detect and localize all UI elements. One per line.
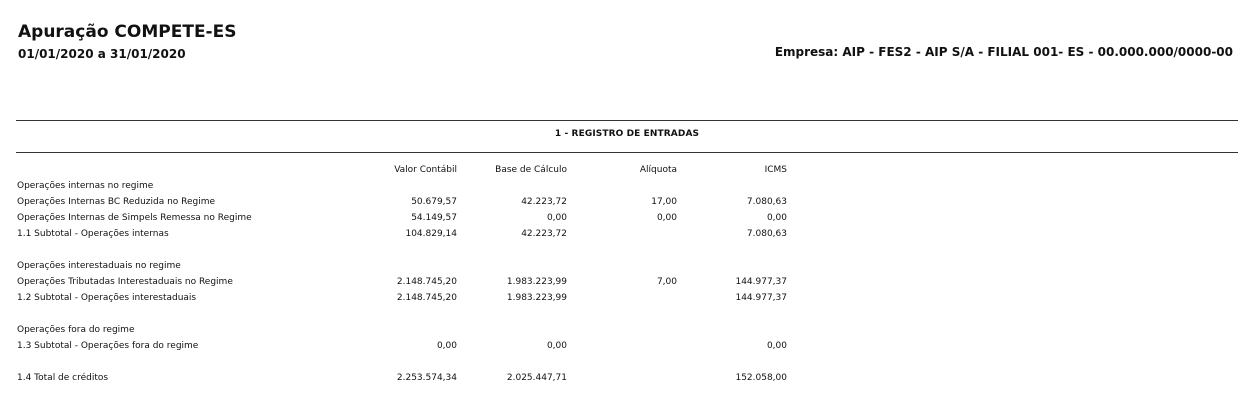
section-bottom-divider: [16, 152, 1238, 153]
row-label: 1.2 Subtotal - Operações interestaduais: [17, 293, 197, 303]
column-header-base-calculo: Base de Cálculo: [495, 165, 567, 175]
base-calculo-cell: 42.223,72: [521, 229, 567, 239]
company-info: Empresa: AIP - FES2 - AIP S/A - FILIAL 001- ES - 00.000.000/0000-00: [774, 45, 1233, 59]
icms-cell: 7.080,63: [746, 229, 787, 239]
row-label: 1.3 Subtotal - Operações fora do regime: [17, 341, 199, 351]
row-label: Operações internas no regime: [17, 181, 154, 191]
base-calculo-cell: 1.983.223,99: [506, 293, 567, 303]
report-title: Apuração COMPETE-ES: [18, 22, 237, 42]
row-label: Operações interestaduais no regime: [17, 261, 181, 271]
row-label: 1.4 Total de créditos: [17, 373, 109, 383]
row-label: Operações Tributadas Interestaduais no Regime: [17, 277, 233, 287]
row-label: Operações Internas de Simpels Remessa no Regime: [17, 213, 252, 223]
icms-cell: 0,00: [766, 213, 787, 223]
icms-cell: 144.977,37: [735, 293, 787, 303]
icms-cell: 144.977,37: [735, 277, 787, 287]
icms-cell: 152.058,00: [735, 373, 787, 383]
valor-contabil-cell: 0,00: [436, 341, 457, 351]
valor-contabil-cell: 2.148.745,20: [396, 293, 457, 303]
icms-cell: 7.080,63: [746, 197, 787, 207]
base-calculo-cell: 0,00: [546, 213, 567, 223]
row-label: 1.1 Subtotal - Operações internas: [17, 229, 169, 239]
section-top-divider: [16, 120, 1238, 121]
row-label: Operações Internas BC Reduzida no Regime: [17, 197, 216, 207]
valor-contabil-cell: 104.829,14: [405, 229, 457, 239]
aliquota-cell: 7,00: [656, 277, 677, 287]
valor-contabil-cell: 2.148.745,20: [396, 277, 457, 287]
base-calculo-cell: 2.025.447,71: [506, 373, 567, 383]
valor-contabil-cell: 50.679,57: [411, 197, 457, 207]
valor-contabil-cell: 54.149,57: [411, 213, 457, 223]
report-period: 01/01/2020 a 31/01/2020: [18, 47, 186, 61]
base-calculo-cell: 1.983.223,99: [506, 277, 567, 287]
icms-cell: 0,00: [766, 341, 787, 351]
column-header-aliquota: Alíquota: [639, 165, 677, 175]
row-label: Operações fora do regime: [17, 325, 135, 335]
valor-contabil-cell: 2.253.574,34: [396, 373, 457, 383]
base-calculo-cell: 42.223,72: [521, 197, 567, 207]
section-title: 1 - REGISTRO DE ENTRADAS: [554, 129, 700, 139]
column-header-icms: ICMS: [764, 165, 787, 175]
aliquota-cell: 17,00: [651, 197, 677, 207]
column-header-valor-contabil: Valor Contábil: [394, 165, 457, 175]
base-calculo-cell: 0,00: [546, 341, 567, 351]
aliquota-cell: 0,00: [656, 213, 677, 223]
